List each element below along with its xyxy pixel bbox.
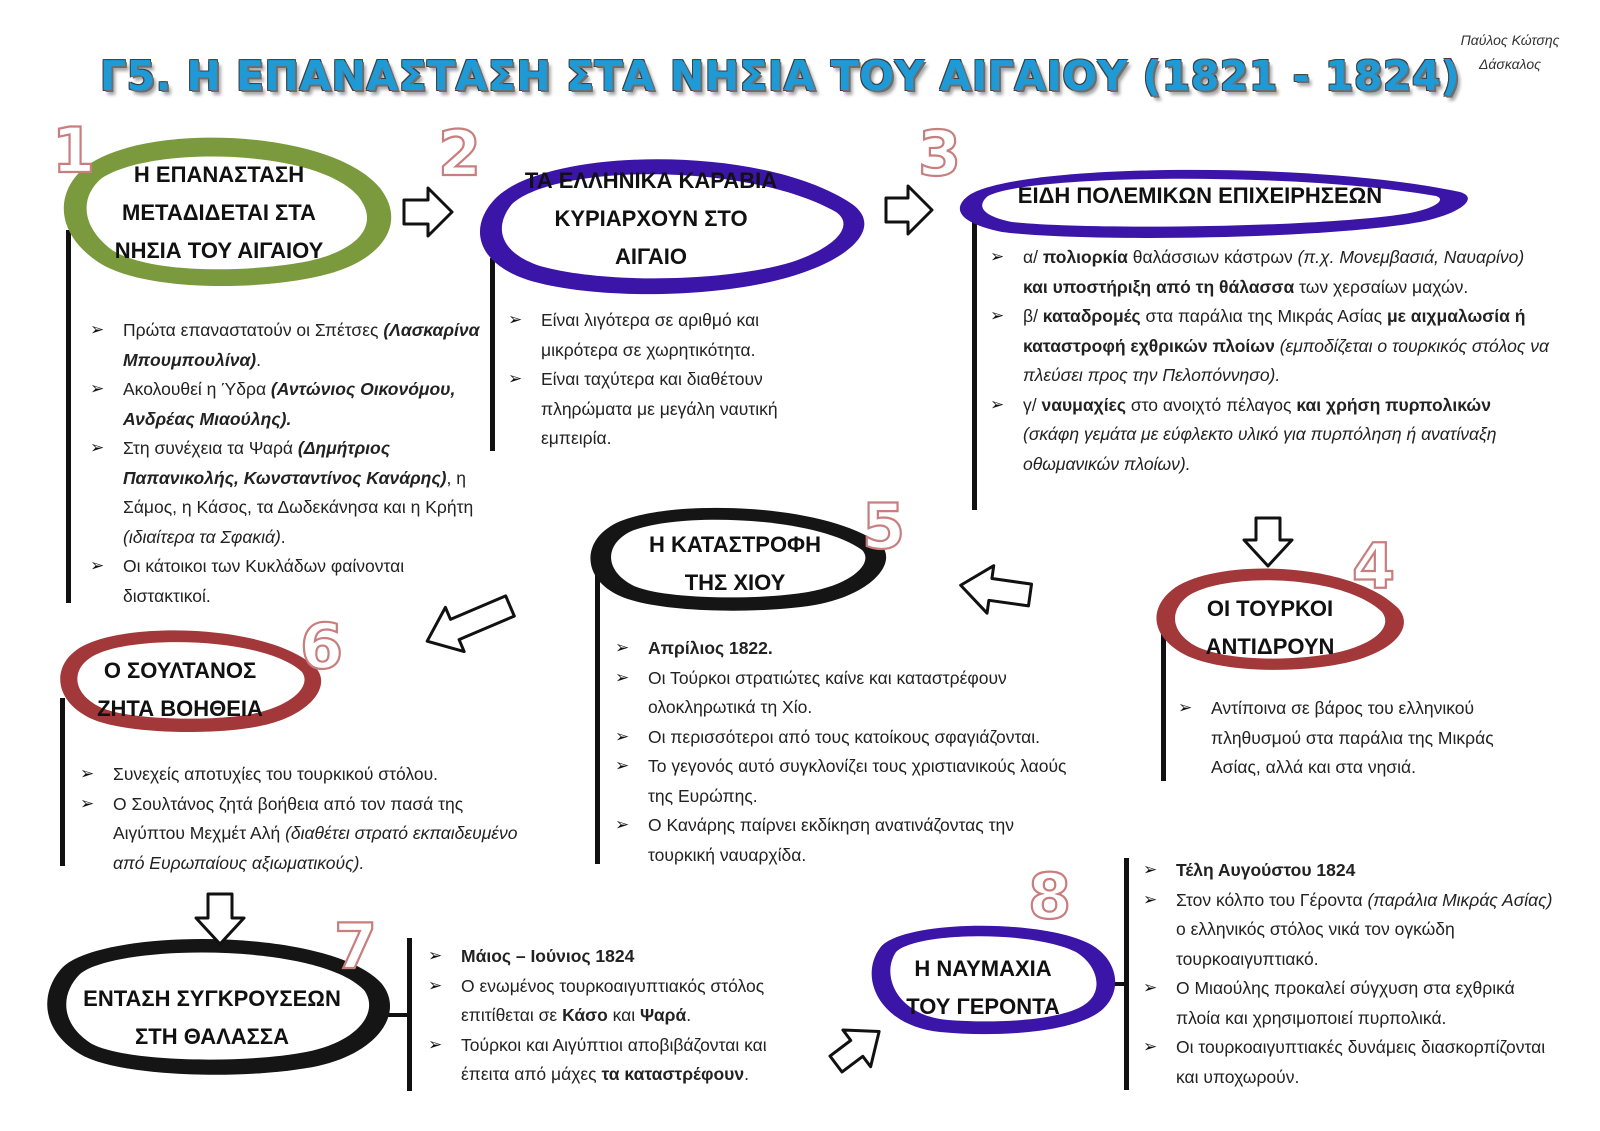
text-run: θαλάσσιων κάστρων	[1127, 247, 1298, 267]
number-3: 3	[918, 117, 962, 190]
arrow-6-to-7	[196, 894, 244, 944]
list-item	[615, 634, 1085, 664]
heading-line: ΤΑ ΕΛΛΗΝΙΚΑ ΚΑΡΑΒΙΑ	[524, 168, 778, 193]
text-run: Οι κάτοικοι των Κυκλάδων φαίνονται διστακτικοί.	[123, 556, 405, 606]
heading-8	[898, 950, 1068, 1026]
heading-line: ΝΗΣΙΑ ΤΟΥ ΑΙΓΑΙΟΥ	[114, 238, 324, 263]
list-item	[90, 552, 480, 611]
heading-line: Η ΕΠΑΝΑΣΤΑΣΗ	[133, 162, 305, 187]
text-run: Στον κόλπο του Γέροντα	[1176, 889, 1368, 910]
arrow-4-to-5	[957, 561, 1033, 618]
text-run: Συνεχείς αποτυχίες του τουρκικού στόλου.	[113, 764, 439, 784]
text-run: Μάιος – Ιούνιος 1824	[461, 946, 635, 966]
text-run: Ο Κανάρης παίρνει εκδίκηση ανατινάζοντας την τουρκική ναυαρχίδα.	[648, 815, 1014, 865]
text-run: (Αντώνιος Οικονόμου, Ανδρέας Μιαούλης)	[123, 379, 456, 429]
list-item	[615, 811, 1085, 870]
text-run: Κάσο	[562, 1005, 608, 1025]
text-run: των χερσαίων μαχών.	[1294, 276, 1469, 297]
text-run: Ο Μιαούλης προκαλεί σύγχυση στα εχθρικά πλοία και χρησιμοποιεί πυρπολικά.	[1176, 978, 1515, 1028]
bar-6	[60, 698, 65, 866]
points-3	[990, 243, 1550, 479]
text-run: τα καταστρέφουν	[601, 1064, 745, 1084]
points-5	[615, 634, 1085, 870]
author-role: Δάσκαλος	[1479, 56, 1541, 72]
text-run: .	[280, 526, 286, 547]
list-item	[428, 1031, 818, 1090]
text-run: (Δημήτριος Παπανικολής, Κωνσταντίνος Κανάρης)	[123, 438, 447, 488]
list-item	[508, 306, 828, 365]
number-2: 2	[438, 117, 482, 190]
list-item	[1143, 1033, 1563, 1092]
text-run: Οι περισσότεροι από τους κατοίκους σφαγιάζονται.	[648, 726, 1041, 747]
bar-3	[972, 220, 977, 510]
heading-line: ΤΗΣ ΧΙΟΥ	[684, 570, 786, 595]
bar-2	[490, 258, 495, 451]
text-run: Πρώτα επαναστατούν οι Σπέτσες	[123, 320, 384, 340]
author-name: Παύλος Κώτσης	[1460, 32, 1560, 48]
text-run: (παράλια Μικράς Ασίας)	[1367, 889, 1553, 910]
text-run: (διαθέτει στρατό εκπαιδευμένο από Ευρωπαίους αξιωματικούς).	[113, 823, 518, 873]
text-run: Ψαρά	[640, 1005, 687, 1025]
bar-7-tick	[388, 1013, 408, 1017]
text-run: γ/	[1023, 394, 1042, 415]
list-item	[428, 942, 818, 972]
text-run: α/	[1023, 247, 1043, 267]
text-run: Ακολουθεί η Ύδρα	[123, 379, 271, 399]
heading-line: ΟΙ ΤΟΥΡΚΟΙ	[1206, 596, 1334, 621]
text-run: Οι Τούρκοι στρατιώτες καίνε και καταστρέφουν ολοκληρωτικά τη Χίο.	[648, 667, 1007, 717]
heading-line: ΜΕΤΑΔΙΔΕΤΑΙ ΣΤΑ	[122, 200, 316, 225]
text-run: Οι τουρκοαιγυπτιακές δυνάμεις διασκορπίζονται και υποχωρούν.	[1176, 1037, 1546, 1087]
list-item	[80, 760, 530, 790]
text-run: στο ανοιχτό πέλαγος	[1125, 394, 1297, 415]
text-run: β/	[1023, 306, 1043, 326]
number-8: 8	[1028, 860, 1072, 933]
text-run: Ο ενωμένος τουρκοαιγυπτιακός στόλος επιτίθεται σε	[461, 975, 765, 1025]
text-run: (σκάφη γεμάτα με εύφλεκτο υλικό για πυρπόληση ή ανατίναξη οθωμανικών πλοίων).	[1023, 424, 1497, 474]
text-run: Αντίποινα σε βάρος του ελληνικού πληθυσμού στα παράλια της Μικράς Ασίας, αλλά και στα νησιά.	[1211, 698, 1494, 777]
text-run: (π.χ. Μονεμβασιά, Ναυαρίνο)	[1297, 247, 1525, 267]
points-4	[1178, 694, 1518, 783]
points-8	[1143, 856, 1563, 1092]
heading-4	[1180, 590, 1360, 666]
heading-5	[630, 526, 840, 602]
text-run: .	[286, 408, 292, 429]
list-item	[90, 316, 480, 375]
number-7: 7	[334, 910, 378, 983]
text-run: Το γεγονός αυτό συγκλονίζει τους χριστιανικούς λαούς της Ευρώπης.	[648, 756, 1067, 806]
text-run: (εμποδίζεται ο τουρκικός στόλος να πλεύσει προς την Πελοπόννησο).	[1023, 335, 1549, 385]
heading-line: ΤΟΥ ΓΕΡΟΝΤΑ	[906, 994, 1060, 1019]
heading-line: ΚΥΡΙΑΡΧΟΥΝ ΣΤΟ	[554, 206, 748, 231]
number-4: 4	[1352, 530, 1396, 603]
heading-7	[76, 980, 348, 1056]
text-run: Τέλη Αυγούστου 1824	[1176, 860, 1356, 880]
text-run: στα παράλια της Μικράς Ασίας	[1140, 306, 1387, 326]
list-item	[990, 391, 1550, 480]
list-item	[1143, 856, 1563, 886]
number-6: 6	[300, 610, 344, 683]
list-item	[1178, 694, 1518, 783]
heading-1	[94, 156, 344, 270]
number-5: 5	[862, 490, 906, 563]
number-1: 1	[52, 114, 96, 187]
list-item	[80, 790, 530, 879]
text-run: Είναι ταχύτερα και διαθέτουν πληρώματα με μεγάλη ναυτική εμπειρία.	[541, 369, 778, 448]
heading-line: ΕΙΔΗ ΠΟΛΕΜΙΚΩΝ ΕΠΙΧΕΙΡΗΣΕΩΝ	[1017, 183, 1383, 208]
arrow-3-to-4	[1244, 518, 1292, 566]
bar-4	[1161, 632, 1166, 781]
heading-line: ΖΗΤΑ ΒΟΗΘΕΙΑ	[97, 696, 263, 721]
list-item	[90, 434, 480, 552]
points-7	[428, 942, 818, 1090]
text-run: Ο Σουλτάνος ζητά βοήθεια από τον πασά της Αιγύπτου Μεχμέτ Αλή	[113, 793, 464, 843]
text-run: (Λασκαρίνα Μπουμπουλίνα)	[123, 320, 480, 370]
heading-line: ΕΝΤΑΣΗ ΣΥΓΚΡΟΥΣΕΩΝ	[83, 986, 341, 1011]
text-run: ναυμαχίες	[1041, 394, 1126, 415]
list-item	[990, 302, 1550, 391]
text-run: και υποστήριξη από τη θάλασσα	[1023, 276, 1295, 297]
text-run: .	[256, 349, 262, 370]
text-run: .	[744, 1064, 749, 1084]
text-run: καταδρομές	[1042, 306, 1141, 326]
points-6	[80, 760, 530, 878]
heading-3	[1000, 177, 1400, 215]
heading-2	[506, 162, 796, 276]
text-run: , η Σάμος, η Κάσος, τα Δωδεκάνησα και η Κρήτη	[123, 467, 474, 517]
bar-5	[595, 564, 600, 864]
text-run: Είναι λιγότερα σε αριθμό και μικρότερα σε χωρητικότητα.	[541, 310, 760, 360]
text-run: Απρίλιος 1822.	[648, 638, 773, 658]
bar-8	[1124, 858, 1129, 1090]
list-item	[990, 243, 1550, 302]
text-run: Τούρκοι και Αιγύπτιοι αποβιβάζονται και έπειτα από μάχες	[461, 1034, 767, 1084]
heading-line: Η ΝΑΥΜΑΧΙΑ	[914, 956, 1052, 981]
list-item	[1143, 974, 1563, 1033]
heading-line: ΑΝΤΙΔΡΟΥΝ	[1205, 634, 1335, 659]
heading-line: Ο ΣΟΥΛΤΑΝΟΣ	[103, 658, 257, 683]
list-item	[1143, 886, 1563, 975]
heading-line: ΣΤΗ ΘΑΛΑΣΣΑ	[135, 1024, 289, 1049]
text-run: και	[607, 1005, 641, 1025]
heading-6	[80, 652, 280, 728]
heading-line: Η ΚΑΤΑΣΤΡΟΦΗ	[648, 532, 821, 557]
heading-line: ΑΙΓΑΙΟ	[615, 244, 687, 269]
points-2	[508, 306, 828, 454]
text-run: με αιχμαλωσία ή καταστροφή εχθρικών πλοίων	[1023, 306, 1526, 356]
list-item	[428, 972, 818, 1031]
text-run: πολιορκία	[1042, 247, 1128, 267]
bar-1	[66, 230, 71, 603]
list-item	[615, 752, 1085, 811]
arrow-1-to-2	[404, 188, 452, 236]
list-item	[615, 664, 1085, 723]
list-item	[90, 375, 480, 434]
text-run: .	[686, 1005, 692, 1025]
text-run: Στη συνέχεια τα Ψαρά	[123, 438, 298, 458]
list-item	[508, 365, 828, 454]
page-title: Γ5. Η ΕΠΑΝΑΣΤΑΣΗ ΣΤΑ ΝΗΣΙΑ ΤΟΥ ΑΙΓΑΙΟΥ (1821 - 1824)	[99, 52, 1461, 100]
arrow-2-to-3	[886, 186, 932, 234]
list-item	[615, 723, 1085, 753]
text-run: και χρήση πυρπολικών	[1296, 394, 1491, 415]
points-1	[90, 316, 480, 611]
text-run: (ιδιαίτερα τα Σφακιά)	[123, 526, 281, 547]
text-run: ο ελληνικός στόλος νικά τον ογκώδη τουρκοαιγυπτιακό.	[1176, 919, 1455, 969]
arrow-7-to-8	[822, 1013, 893, 1082]
